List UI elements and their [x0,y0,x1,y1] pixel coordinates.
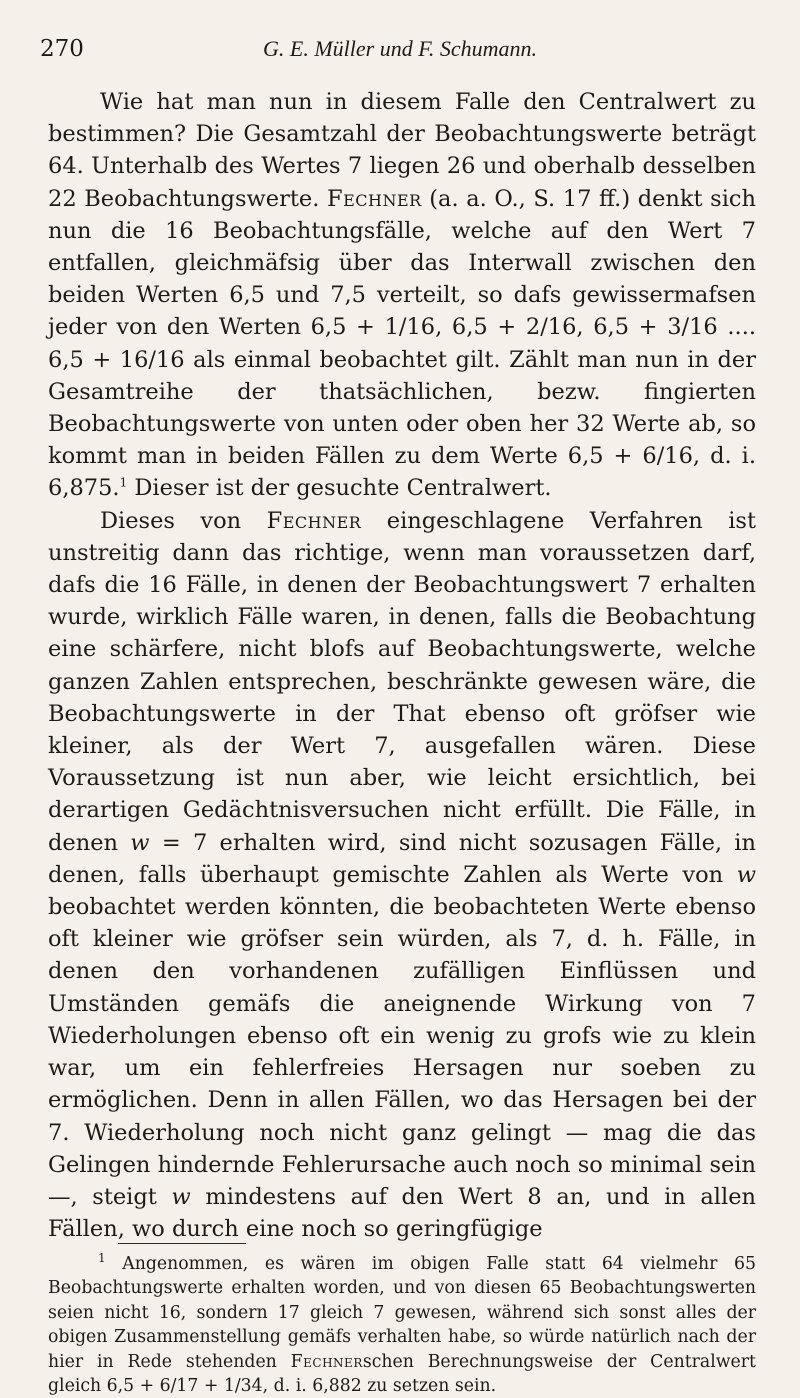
para2b-text: eingeschlagene Verfahren ist unstreitig dann das richtige, wenn man voraussetzen darf, dafs die 16 Fälle, in denen der Beobachtungswert 7 erhalten wurde, wirklich Fälle waren, in denen, falls die Beobachtung eine schärfere, nicht blofs auf Beobachtungswerte, welche ganzen Zahlen entsprechen, beschränkte gewesen wäre, die Beobachtungswerte in der That ebenso oft gröfser wie kleiner, als der Wert 7, ausgefallen wären. Diese Voraussetzung ist nun aber, wie leicht ersichtlich, bei derartigen Gedächtnisversuchen nicht erfüllt. Die Fälle, in denen [48,507,756,856]
footnote [48,1252,756,1398]
running-head: G. E. Müller und F. Schumann. [263,36,537,61]
variable-w: w [736,861,756,888]
author-name-fechner: Fechner [290,1351,363,1372]
variable-w: w [171,1183,191,1210]
para1-text: Wie hat man nun in diesem Falle den Centralwert zu bestimmen? Die Gesamtzahl der Beobachtungswerte beträgt 64. Unterhalb des Wertes 7 liegen 26 und oberhalb desselben 22 Beobachtungswerte. [48,89,756,212]
footnote-ref: 1 [119,475,128,490]
para2a-text: Dieses von [100,507,242,534]
footnote-rule [118,1243,246,1244]
author-name-fechner: Fechner [326,185,422,212]
para2c-text: = 7 erhalten wird, sind nicht sozusagen Fälle, in denen, falls überhaupt gemischte Zahlen als Werte von [48,829,756,888]
para1b-text: (a. a. O., S. 17 ff.) denkt sich nun die 16 Beobachtungsfälle, welche auf den Wert 7 entfallen, gleichmäfsig über das Interwall zwischen den beiden Werten 6,5 und 7,5 verteilt, so dafs gewissermafsen jeder von den Werten 6,5 + 1/16, 6,5 + 2/16, 6,5 + 3/16 .... 6,5 + 16/16 als einmal beobachtet gilt. Zählt man nun in der Gesamtreihe der thatsächlichen, bezw. fingierten Beobachtungswerte von unten oder oben her 32 Werte ab, so kommt man in beiden Fällen zu dem Werte 6,5 + 6/16, d. i. 6,875. [48,185,757,502]
para2d-text: beobachtet werden könnten, die beobachteten Werte ebenso oft kleiner wie gröfser sein würden, als 7, d. h. Fälle, in denen den vorhandenen zufälligen Einflüssen und Umständen gemäfs die aneignende Wirkung von 7 Wiederholungen ebenso oft ein wenig zu grofs wie zu klein war, um ein fehlerfreies Hersagen nur soeben zu ermöglichen. Denn in allen Fällen, wo das Hersagen bei der 7. Wiederholung noch nicht ganz gelingt — mag die das Gelingen hindernde Fehlerursache auch noch so minimal sein —, steigt [48,894,756,1210]
footnote-text-b: schen Berechnungsweise der Centralwert gleich 6,5 + 6/17 + 1/34, d. i. 6,882 zu setzen sein. [48,1351,756,1397]
paragraph-1 [48,86,756,505]
para2e-text: mindestens auf den Wert 8 an, und in allen Fällen, wo durch eine noch so geringfügige [48,1183,756,1243]
footnote-mark: 1 [98,1251,106,1266]
main-text [48,86,756,1245]
paragraph-2 [48,505,756,1246]
author-name-fechner: Fechner [266,507,362,534]
page-header [40,36,760,66]
para1c-text: Dieser ist der gesuchte Centralwert. [134,475,552,502]
page-number: 270 [40,36,84,62]
footnote-text-a: Angenommen, es wären im obigen Falle statt 64 vielmehr 65 Beobachtungswerte erhalten worden, und von diesen 65 Beobachtungswerten seien nicht 16, sondern 17 gleich 7 gewesen, während sich sonst alles der obigen Zusammenstellung gemäfs verhalten habe, so würde natürlich nach der hier in Rede stehenden [48,1254,756,1372]
variable-w: w [130,829,150,856]
